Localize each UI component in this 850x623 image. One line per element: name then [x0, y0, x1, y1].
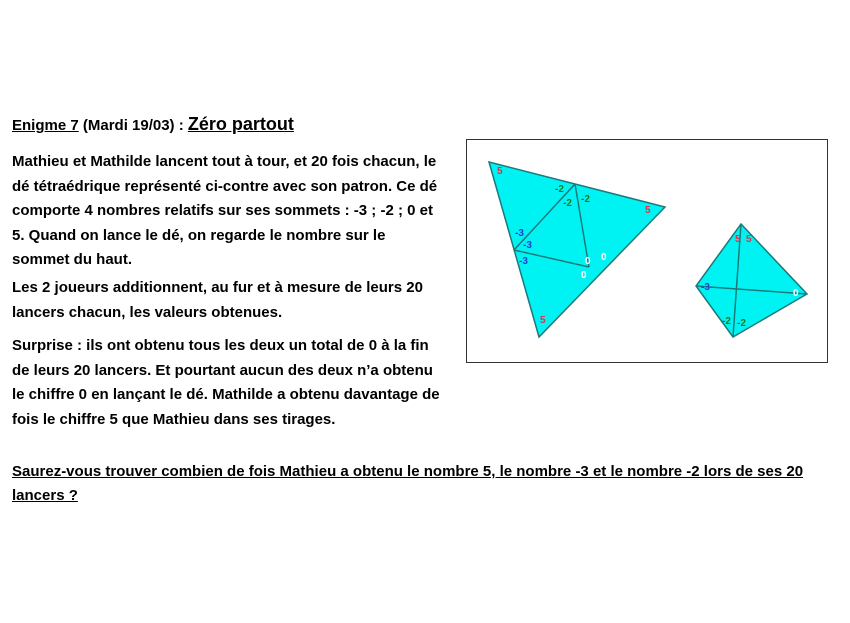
solid-label-5: 5: [735, 234, 741, 245]
net-label-0: 0: [585, 256, 591, 267]
net-label-minus-3: -3: [523, 240, 532, 251]
tetrahedron-net: [489, 162, 665, 337]
paragraph-surprise: Surprise : ils ont obtenu tous les deux un total de 0 à la fin de leurs 20 lancers. Et pourtant aucun des deux n’a obtenu le chiffre 0 en lançant le dé. Mathilde a obtenu davantage de fois le chiffre 5 que Mathieu dans ses tirages.: [12, 337, 440, 428]
tetrahedron-solid: [696, 224, 807, 337]
tetrahedron-figure: [466, 139, 828, 363]
net-label-minus-3: -3: [519, 256, 528, 267]
net-label-0: 0: [601, 252, 607, 263]
paragraph-rules: Les 2 joueurs additionnent, au fur et à mesure de leurs 20 lancers chacun, les valeurs obtenues.: [12, 279, 423, 321]
net-label-minus-2: -2: [581, 194, 590, 205]
tetrahedron-svg: [467, 140, 829, 364]
solid-label-0: 0: [793, 288, 799, 299]
enigma-number: Enigme 7: [12, 117, 79, 134]
enigma-date: (Mardi 19/03) :: [78, 117, 188, 134]
solid-label-minus-2: -2: [737, 318, 746, 329]
net-label-minus-2: -2: [563, 198, 572, 209]
solid-label-5: 5: [746, 234, 752, 245]
enigma-title: [12, 114, 294, 135]
net-label-minus-3: -3: [515, 228, 524, 239]
enigma-name: Zéro partout: [187, 114, 294, 134]
net-label-5: 5: [645, 205, 651, 216]
net-label-5: 5: [540, 315, 546, 326]
question: Saurez-vous trouver combien de fois Mathieu a obtenu le nombre 5, le nombre -3 et le nombre -2 lors de ses 20 lancers ?: [12, 463, 804, 504]
net-label-minus-2: -2: [555, 184, 564, 195]
solid-label-minus-2: -2: [722, 316, 731, 327]
solid-label-minus-3: -3: [701, 282, 710, 293]
paragraph-intro: Mathieu et Mathilde lancent tout à tour, et 20 fois chacun, le dé tétraédrique représenté ci-contre avec son patron. Ce dé comporte 4 nombres relatifs sur ses sommets : -3 ; -2 ; 0 et 5. Quand on lance le dé, on regarde le nombre sur le sommet du haut.: [12, 153, 438, 268]
net-label-5: 5: [497, 166, 503, 177]
net-label-0: 0: [581, 270, 587, 281]
